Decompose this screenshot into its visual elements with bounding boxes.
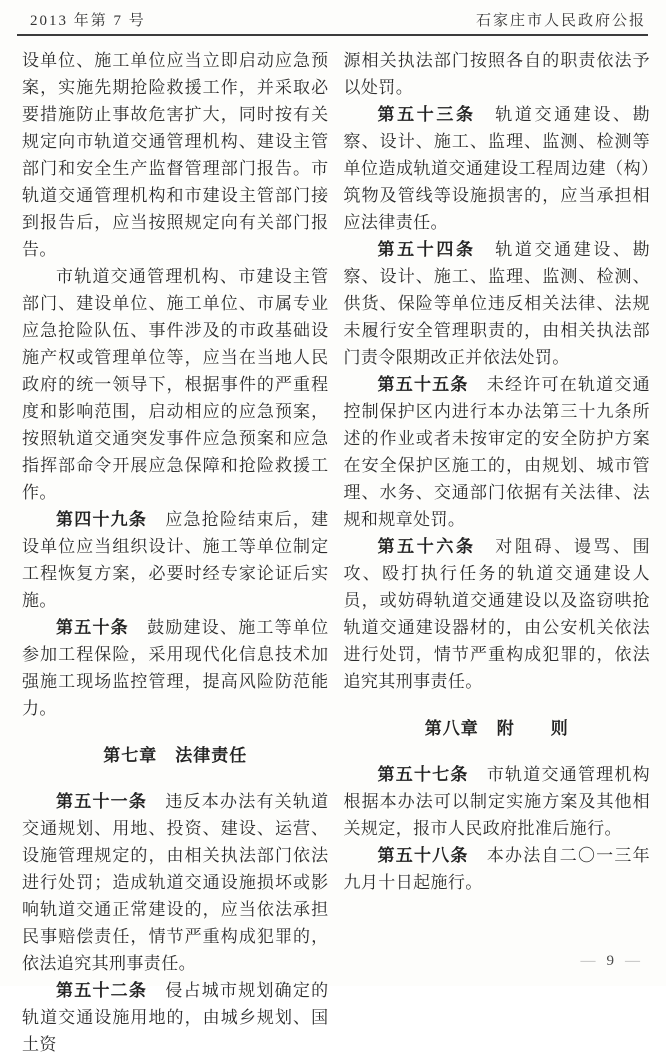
article-paragraph: 第五十条 鼓励建设、施工等单位参加工程保险，采用现代化信息技术加强施工现场监控管理，提高风险防范能力。 bbox=[22, 618, 329, 718]
article-paragraph: 第四十九条 应急抢险结束后，建设单位应当组织设计、施工等单位制定工程恢复方案，必要时经专家论证后实施。 bbox=[22, 510, 329, 610]
body-paragraph: 市轨道交通管理机构、市建设主管部门、建设单位、施工单位、市属专业应急抢险队伍、事件涉及的市政基础设施产权或管理单位等，应当在当地人民政府的统一领导下，根据事件的严重程度和影响范围，启动相应的应急预案，按照轨道交通突发事件应急预案和应急指挥部命令开展应急保障和抢险救援工作。 bbox=[22, 267, 329, 502]
article-number: 第五十六条 bbox=[377, 537, 476, 556]
article-number: 第五十四条 bbox=[377, 240, 476, 259]
article-paragraph: 第五十四条 轨道交通建设、勘察、设计、施工、监理、监测、检测、供货、保险等单位违反相关法律、法规未履行安全管理职责的，由相关执法部门责令限期改正并依法处罚。 bbox=[343, 240, 651, 367]
footer-dash-right: — bbox=[625, 953, 640, 969]
article-number: 第五十一条 bbox=[56, 792, 148, 811]
article-paragraph: 第五十一条 违反本办法有关轨道交通规划、用地、投资、建设、运营、设施管理规定的，由相关执法部门依法进行处罚；造成轨道交通设施损坏或影响轨道交通正常建设的，应当依法承担民事赔偿责任，情节严重构成犯罪的，依法追究其刑事责任。 bbox=[22, 792, 329, 973]
article-number: 第五十三条 bbox=[377, 105, 476, 124]
chapter-heading: 第七章 法律责任 bbox=[103, 746, 248, 765]
page-header bbox=[0, 0, 666, 31]
page-footer bbox=[581, 953, 641, 970]
body-paragraph: 源相关执法部门按照各自的职责依法予以处罚。 bbox=[343, 51, 650, 97]
footer-dash-left: — bbox=[580, 953, 596, 969]
article-number: 第五十五条 bbox=[377, 375, 469, 394]
article-paragraph: 第五十三条 轨道交通建设、勘察、设计、施工、监理、监测、检测等单位造成轨道交通建设工程周边建（构）筑物及管线等设施损害的，应当承担相应法律责任。 bbox=[343, 105, 651, 232]
document-body bbox=[0, 36, 666, 1058]
body-paragraph: 设单位、施工单位应当立即启动应急预案，实施先期抢险救援工作，并采取必要措施防止事故危害扩大，同时按有关规定向市轨道交通管理机构、建设主管部门和安全生产监督管理部门报告。市轨道交通管理机构和市建设主管部门接到报告后，应当按照规定向有关部门报告。 bbox=[22, 51, 329, 259]
article-number: 第五十八条 bbox=[377, 846, 469, 865]
column-left bbox=[22, 47, 329, 1058]
article-paragraph: 第五十二条 侵占城市规划确定的轨道交通设施用地的，由城乡规划、国土资 bbox=[22, 981, 329, 1054]
article-number: 第五十七条 bbox=[377, 765, 469, 784]
column-right bbox=[344, 47, 651, 1058]
article-paragraph: 第五十七条 市轨道交通管理机构根据本办法可以制定实施方案及其他相关规定，报市人民政府批准后施行。 bbox=[343, 765, 651, 838]
article-paragraph: 第五十八条 本办法自二〇一三年九月十日起施行。 bbox=[343, 846, 651, 892]
article-number: 第五十二条 bbox=[56, 981, 148, 1000]
article-number: 第四十九条 bbox=[56, 510, 148, 529]
chapter-heading: 第八章 附 则 bbox=[424, 719, 569, 738]
article-paragraph: 第五十五条 未经许可在轨道交通控制保护区内进行本办法第三十九条所述的作业或者未按审定的安全防护方案在安全保护区施工的，由规划、城市管理、水务、交通部门依据有关法律、法规和规章处罚。 bbox=[343, 375, 651, 529]
article-number: 第五十条 bbox=[56, 618, 129, 637]
page-number: 9 bbox=[606, 953, 614, 969]
header-issue-number: 2013 年第 7 号 bbox=[30, 13, 146, 29]
header-publication-title: 石家庄市人民政府公报 bbox=[475, 13, 646, 29]
article-paragraph: 第五十六条 对阻碍、谩骂、围攻、殴打执行任务的轨道交通建设人员，或妨碍轨道交通建设以及盗窃哄抢轨道交通建设器材的，由公安机关依法进行处罚，情节严重构成犯罪的，依法追究其刑事责任。 bbox=[343, 537, 651, 691]
